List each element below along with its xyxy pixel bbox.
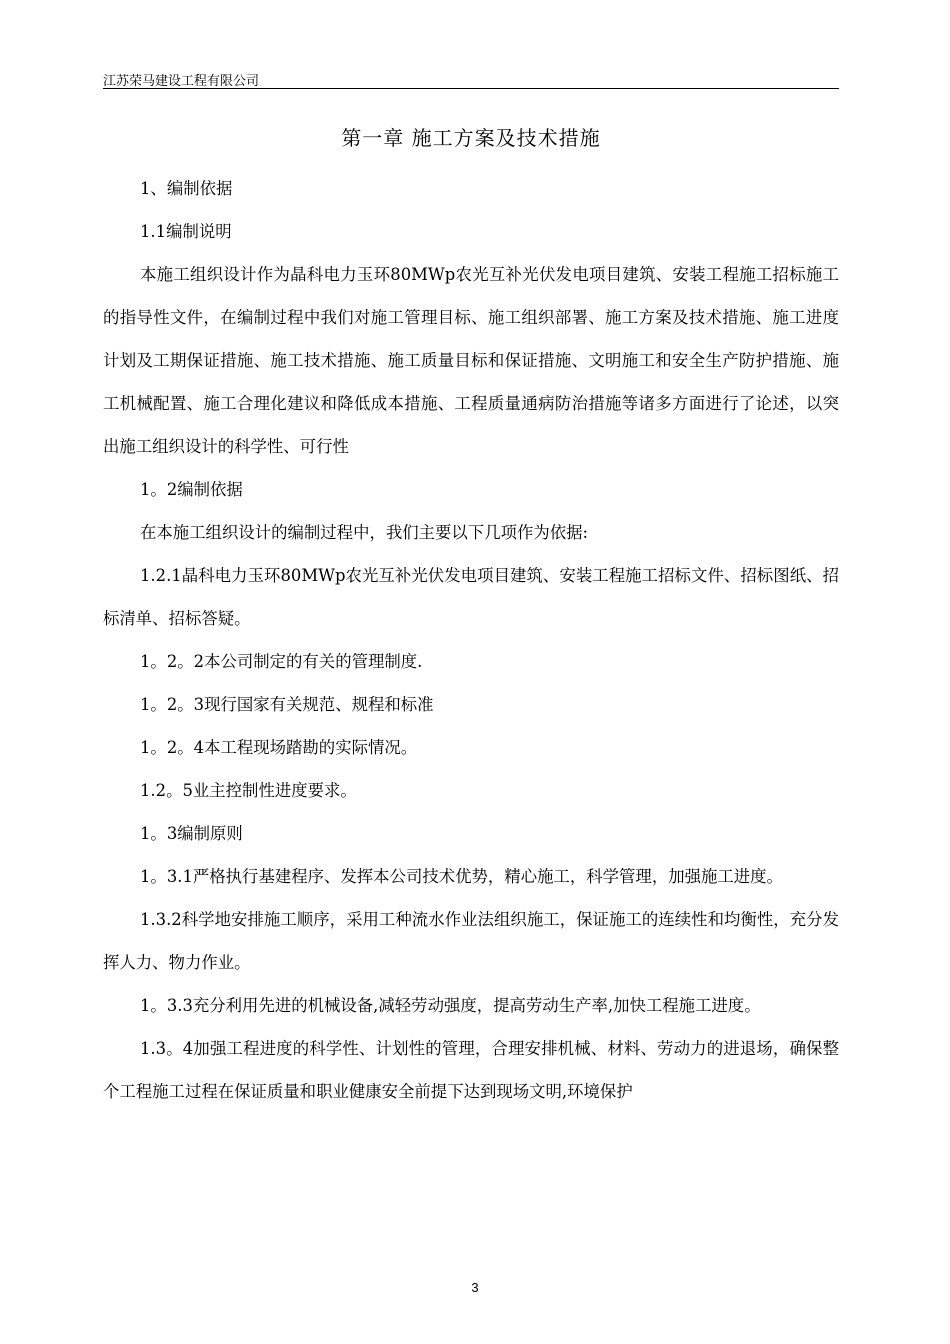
page-number: 3 bbox=[471, 1280, 479, 1295]
list-item-1-2-2: 1。2。2本公司制定的有关的管理制度. bbox=[140, 652, 423, 671]
list-item-1-2-4: 1。2。4本工程现场踏勘的实际情况。 bbox=[140, 738, 418, 757]
header-divider bbox=[103, 88, 839, 89]
list-item-1-3-2: 1.3.2科学地安排施工顺序，采用工种流水作业法组织施工，保证施工的连续性和均衡性，充分发挥人力、物力作业。 bbox=[103, 910, 839, 972]
chapter-title: 第一章 施工方案及技术措施 bbox=[341, 126, 601, 150]
document-body bbox=[103, 120, 839, 1113]
paragraph-basis-intro: 在本施工组织设计的编制过程中，我们主要以下几项作为依据: bbox=[140, 523, 589, 542]
list-item-1-3-1: 1。3.1严格执行基建程序、发挥本公司技术优势，精心施工，科学管理，加强施工进度。 bbox=[140, 867, 783, 886]
list-item-1-3-3: 1。3.3充分利用先进的机械设备,减轻劳动强度，提高劳动生产率,加快工程施工进度。 bbox=[140, 996, 761, 1015]
subsection-heading-1-1: 1.1编制说明 bbox=[140, 222, 232, 241]
paragraph-compilation-description: 本施工组织设计作为晶科电力玉环80MWp农光互补光伏发电项目建筑、安装工程施工招标施工的指导性文件，在编制过程中我们对施工管理目标、施工组织部署、施工方案及技术措施、施工进度计划及工期保证措施、施工技术措施、施工质量目标和保证措施、文明施工和安全生产防护措施、施工机械配置、施工合理化建议和降低成本措施、工程质量通病防治措施等诸多方面进行了论述，以突出施工组织设计的科学性、可行性 bbox=[103, 265, 839, 456]
list-item-1-2-3: 1。2。3现行国家有关规范、规程和标准 bbox=[140, 695, 434, 714]
subsection-heading-1-3: 1。3编制原则 bbox=[140, 824, 243, 843]
list-item-1-2-5: 1.2。5业主控制性进度要求。 bbox=[140, 781, 357, 800]
subsection-heading-1-2: 1。2编制依据 bbox=[140, 480, 243, 499]
list-item-1-3-4: 1.3。4加强工程进度的科学性、计划性的管理，合理安排机械、材料、劳动力的进退场，确保整个工程施工过程在保证质量和职业健康安全前提下达到现场文明,环境保护 bbox=[103, 1039, 839, 1101]
page-header-company: 江苏荣马建设工程有限公司 bbox=[103, 74, 260, 89]
list-item-1-2-1: 1.2.1晶科电力玉环80MWp农光互补光伏发电项目建筑、安装工程施工招标文件、招标图纸、招标清单、招标答疑。 bbox=[103, 566, 839, 628]
section-heading-1: 1、编制依据 bbox=[140, 179, 233, 198]
